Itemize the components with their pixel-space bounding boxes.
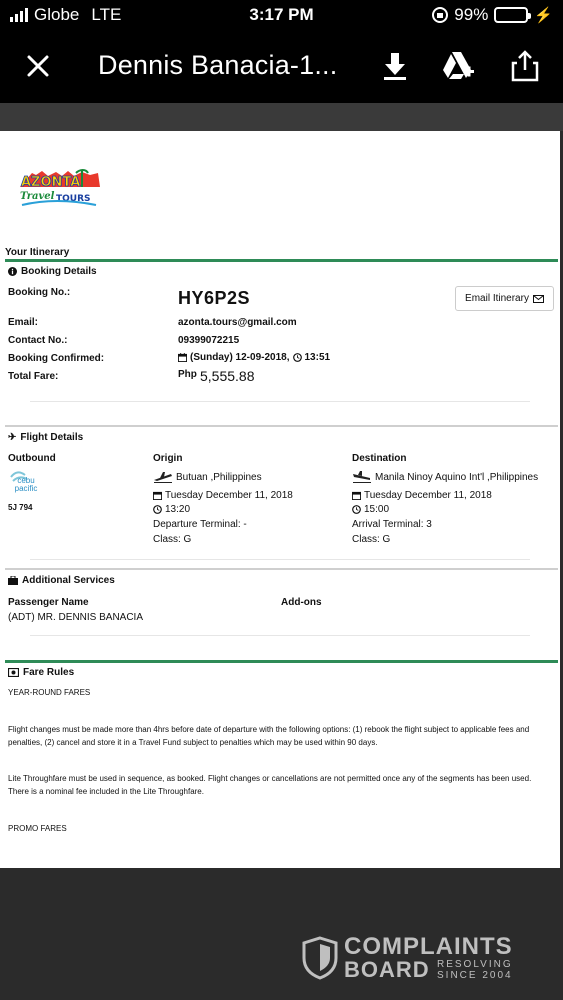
clock-icon xyxy=(153,505,162,514)
charging-icon: ⚡ xyxy=(534,7,553,24)
watermark-line3 xyxy=(437,959,513,981)
email-itinerary-label: Email Itinerary xyxy=(465,293,529,304)
carrier-name: Globe xyxy=(34,5,80,24)
destination-date-row xyxy=(352,490,492,501)
booking-no-label: Booking No.: xyxy=(8,287,71,298)
booking-details-title: Booking Details xyxy=(21,266,97,277)
add-to-drive-icon[interactable] xyxy=(440,48,476,84)
viewer-toolbar xyxy=(0,40,563,95)
clock: 3:17 PM xyxy=(249,5,314,24)
watermark-line1: COMPLAINTS xyxy=(344,933,513,960)
battery-percent: 99% xyxy=(454,5,489,24)
divider xyxy=(30,559,530,560)
complaints-board-watermark xyxy=(300,933,520,983)
confirmed-date: (Sunday) 12-09-2018, xyxy=(190,352,290,363)
download-icon[interactable] xyxy=(377,48,413,84)
total-fare-value: 5,555.88 xyxy=(200,368,255,384)
battery-icon xyxy=(494,7,528,23)
origin-date-row xyxy=(153,490,293,501)
divider xyxy=(30,635,530,636)
clock-icon xyxy=(293,353,302,362)
status-bar xyxy=(0,0,563,30)
watermark-line2: BOARD xyxy=(344,957,430,982)
fare-rule-paragraph: Lite Throughfare must be used in sequence, as booked. Flight changes or cancellations are not permitted once any of the segments has been used. There is a nominal fee included in the Lite Throughfare. xyxy=(8,774,532,796)
destination-class: Class: G xyxy=(352,534,391,545)
booking-confirmed-label: Booking Confirmed: xyxy=(8,353,105,364)
destination-label: Destination xyxy=(352,453,407,464)
origin-class: Class: G xyxy=(153,534,192,545)
divider xyxy=(5,259,558,262)
plane-icon: ✈ xyxy=(8,432,17,443)
fare-rule-paragraph: YEAR-ROUND FARES xyxy=(8,688,91,697)
svg-text:AZONTA: AZONTA xyxy=(21,175,81,190)
itinerary-document xyxy=(0,131,560,868)
rotation-lock-icon xyxy=(432,7,448,23)
fare-rules-title: Fare Rules xyxy=(23,667,75,678)
origin-city-row xyxy=(153,471,262,483)
fare-rule-paragraph: PROMO FARES xyxy=(8,824,67,833)
arrival-terminal: Arrival Terminal: 3 xyxy=(352,519,432,530)
close-icon[interactable] xyxy=(24,52,52,80)
flight-details-heading xyxy=(8,432,83,443)
network-type: LTE xyxy=(91,5,122,24)
destination-time-row xyxy=(352,504,389,515)
clock-icon xyxy=(352,505,361,514)
watermark-tagline-1: RESOLVING xyxy=(437,959,513,970)
flight-number: 5J 794 xyxy=(8,503,33,512)
svg-text:Travel: Travel xyxy=(20,191,55,202)
passenger-name-label: Passenger Name xyxy=(8,597,89,608)
divider xyxy=(30,401,530,402)
destination-date: Tuesday December 11, 2018 xyxy=(364,490,492,501)
azonta-logo xyxy=(16,167,102,213)
destination-city: Manila Ninoy Aquino Int'l ,Philippines xyxy=(375,471,539,483)
confirmed-time: 13:51 xyxy=(304,352,331,363)
outbound-label: Outbound xyxy=(8,453,56,464)
viewer-gutter xyxy=(0,103,563,131)
divider xyxy=(5,425,558,427)
origin-city: Butuan ,Philippines xyxy=(176,471,262,483)
email-label: Email: xyxy=(8,317,39,328)
envelope-icon xyxy=(533,295,544,303)
calendar-icon xyxy=(178,353,187,362)
fare-rule-paragraph: Flight changes must be made more than 4hrs before date of departure with the following options: (1) rebook the flight subject to applicable fees and penalties, (2) cancel and store it in a Travel Fund subject to penalties which may be used within 90 days. xyxy=(8,725,530,747)
takeoff-icon xyxy=(153,471,173,483)
origin-date: Tuesday December 11, 2018 xyxy=(165,490,293,501)
flight-details-title: Flight Details xyxy=(20,432,84,443)
info-icon xyxy=(8,267,17,276)
svg-text:TOURS: TOURS xyxy=(56,194,91,204)
origin-time: 13:20 xyxy=(165,504,191,515)
shield-icon xyxy=(302,936,338,980)
contact-label: Contact No.: xyxy=(8,335,68,346)
divider xyxy=(5,568,558,570)
briefcase-icon xyxy=(8,576,18,585)
currency-label: Php xyxy=(178,369,197,380)
divider xyxy=(5,660,558,663)
additional-services-heading xyxy=(8,575,115,586)
booking-details-heading xyxy=(8,266,97,277)
watermark-tagline-2: SINCE 2004 xyxy=(437,970,513,981)
destination-time: 15:00 xyxy=(364,504,390,515)
money-icon xyxy=(8,668,19,677)
origin-label: Origin xyxy=(153,453,183,464)
fare-rules-heading xyxy=(8,667,74,678)
document-title: Dennis Banacia-1... xyxy=(98,50,338,80)
calendar-icon xyxy=(153,491,162,500)
top-bar xyxy=(0,0,563,103)
contact-value: 09399072215 xyxy=(178,335,240,346)
landing-icon xyxy=(352,471,372,483)
itinerary-heading: Your Itinerary xyxy=(5,247,70,258)
airline-logo xyxy=(9,467,43,499)
passenger-name: (ADT) MR. DENNIS BANACIA xyxy=(8,612,144,623)
total-fare-label: Total Fare: xyxy=(8,371,59,382)
calendar-icon xyxy=(352,491,361,500)
airline-name: cebu pacific xyxy=(14,476,38,493)
destination-city-row xyxy=(352,471,538,483)
email-itinerary-button[interactable] xyxy=(455,286,554,311)
departure-terminal: Departure Terminal: - xyxy=(153,519,247,530)
booking-confirmed-value xyxy=(178,352,330,363)
booking-number: HY6P2S xyxy=(178,288,251,308)
addons-label: Add-ons xyxy=(281,597,322,608)
share-icon[interactable] xyxy=(507,48,543,84)
origin-time-row xyxy=(153,504,190,515)
additional-services-title: Additional Services xyxy=(22,575,115,586)
email-value: azonta.tours@gmail.com xyxy=(178,317,297,328)
